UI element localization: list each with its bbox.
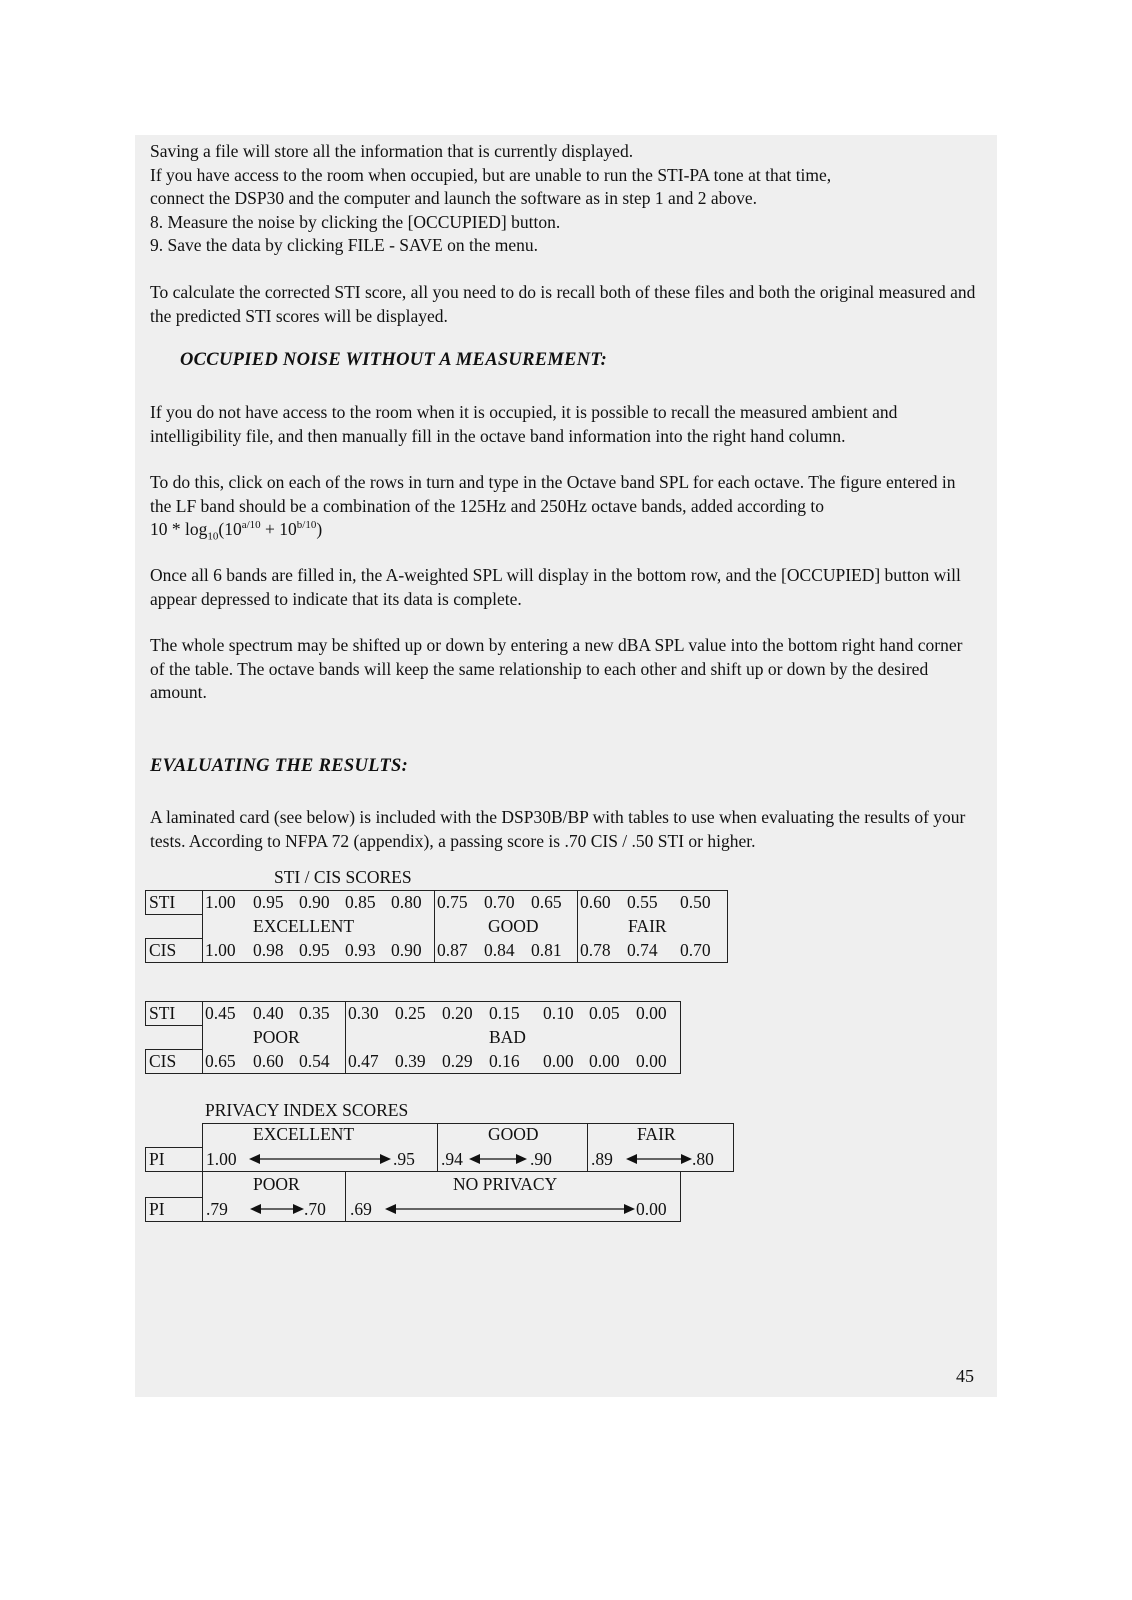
intro-line: connect the DSP30 and the computer and launch the software as in step 1 and 2 above.	[150, 188, 757, 208]
pi-value: .95	[393, 1149, 415, 1169]
sti-value: 0.15	[489, 1003, 520, 1023]
sti-value: 0.30	[348, 1003, 379, 1023]
pi-value: .90	[530, 1149, 552, 1169]
section-heading-occupied-noise: OCCUPIED NOISE WITHOUT A MEASUREMENT:	[180, 350, 608, 370]
pi-grade-good: GOOD	[488, 1124, 539, 1144]
grade-poor: POOR	[253, 1027, 300, 1047]
pi-grade-excellent: EXCELLENT	[253, 1124, 355, 1144]
occupied-paragraph-2-text: To do this, click on each of the rows in turn and type in the Octave band SPL for each octave. The figure entered in the LF band should be a combination of the 125Hz and 250Hz octave bands, added according to	[150, 472, 956, 516]
occupied-paragraph-1: If you do not have access to the room when it is occupied, it is possible to recall the measured ambient and intelligibility file, and then manually fill in the octave band information into the right hand column.	[150, 402, 898, 446]
cis-value: 0.16	[489, 1051, 520, 1071]
double-arrow-icon	[249, 1153, 391, 1165]
sti-value: 0.85	[345, 892, 376, 912]
intro-line: If you have access to the room when occupied, but are unable to run the STI-PA tone at that time,	[150, 164, 832, 185]
sti-value: 0.25	[395, 1003, 426, 1023]
cis-value: 0.81	[531, 940, 562, 960]
grade-good: GOOD	[488, 916, 539, 936]
cis-value: 0.00	[543, 1051, 574, 1071]
cis-value: 0.93	[345, 940, 376, 960]
sti-value: 0.10	[543, 1003, 574, 1023]
cis-label: CIS	[149, 1051, 177, 1071]
cis-value: 0.00	[636, 1051, 667, 1071]
sti-value: 1.00	[205, 892, 236, 912]
grade-fair: FAIR	[628, 916, 667, 936]
intro-paragraph-2: To calculate the corrected STI score, all you need to do is recall both of these files and both the original measured and the predicted STI scores will be displayed.	[150, 282, 976, 326]
pi-value: .89	[591, 1149, 613, 1169]
double-arrow-icon	[626, 1153, 692, 1165]
pi-grade-fair: FAIR	[637, 1124, 676, 1144]
pi-value: .79	[206, 1199, 228, 1219]
cis-value: 0.54	[299, 1051, 330, 1071]
cis-label: CIS	[149, 940, 177, 960]
occupied-paragraph-3: Once all 6 bands are filled in, the A-weighted SPL will display in the bottom row, and the [OCCUPIED] button will appear depressed to indicate that its data is complete.	[150, 565, 961, 609]
section-heading-evaluating: EVALUATING THE RESULTS:	[150, 756, 409, 776]
grade-bad: BAD	[489, 1027, 526, 1047]
cis-value: 1.00	[205, 940, 236, 960]
pi-value: .80	[692, 1149, 714, 1169]
sti-value: 0.40	[253, 1003, 284, 1023]
sti-value: 0.35	[299, 1003, 330, 1023]
sti-value: 0.65	[531, 892, 562, 912]
cis-value: 0.60	[253, 1051, 284, 1071]
pi-value: 1.00	[206, 1149, 237, 1169]
occupied-paragraph-2	[150, 471, 980, 542]
intro-line: Saving a file will store all the information that is currently displayed.	[150, 141, 634, 161]
formula: $10 * \log_{10}(10^{a/10} + 10^{b/10})$	[150, 519, 323, 543]
sti-label: STI	[149, 892, 176, 912]
cis-value: 0.70	[680, 940, 711, 960]
cis-value: 0.84	[484, 940, 515, 960]
intro-block	[150, 140, 980, 258]
sti-value: 0.95	[253, 892, 284, 912]
sti-value: 0.60	[580, 892, 611, 912]
evaluating-paragraph: A laminated card (see below) is included with the DSP30B/BP with tables to use when evaluating the results of your tests. According to NFPA 72 (appendix), a passing score is .70 CIS / .50 STI or higher.	[150, 807, 966, 851]
pi-value: .69	[350, 1199, 372, 1219]
occupied-paragraph-4: The whole spectrum may be shifted up or down by entering a new dBA SPL value into the bottom right hand corner of the table. The octave bands will keep the same relationship to each other and shift up or down by the desired amount.	[150, 635, 963, 702]
cis-value: 0.98	[253, 940, 284, 960]
sti-value: 0.55	[627, 892, 658, 912]
cis-value: 0.74	[627, 940, 658, 960]
cis-value: 0.29	[442, 1051, 473, 1071]
sti-label: STI	[149, 1003, 176, 1023]
cis-value: 0.87	[437, 940, 468, 960]
double-arrow-icon	[385, 1203, 635, 1215]
pi-value: .70	[304, 1199, 326, 1219]
cis-value: 0.78	[580, 940, 611, 960]
cis-value: 0.90	[391, 940, 422, 960]
cis-value: 0.39	[395, 1051, 426, 1071]
double-arrow-icon	[469, 1153, 527, 1165]
sti-value: 0.75	[437, 892, 468, 912]
intro-step-8: 8. Measure the noise by clicking the [OCCUPIED] button.	[150, 211, 561, 232]
pi-grade-no-privacy: NO PRIVACY	[453, 1174, 558, 1194]
privacy-title: PRIVACY INDEX SCORES	[205, 1100, 409, 1120]
pi-grade-poor: POOR	[253, 1174, 300, 1194]
sti-value: 0.50	[680, 892, 711, 912]
sti-value: 0.80	[391, 892, 422, 912]
cis-value: 0.00	[589, 1051, 620, 1071]
sti-value: 0.05	[589, 1003, 620, 1023]
cis-value: 0.95	[299, 940, 330, 960]
pi-value: .94	[441, 1149, 463, 1169]
sti-value: 0.70	[484, 892, 515, 912]
sti-cis-title: STI / CIS SCORES	[274, 867, 412, 887]
pi-label: PI	[149, 1199, 165, 1219]
cis-value: 0.47	[348, 1051, 379, 1071]
sti-value: 0.90	[299, 892, 330, 912]
sti-value: 0.00	[636, 1003, 667, 1023]
sti-value: 0.20	[442, 1003, 473, 1023]
page-number: 45	[956, 1366, 974, 1386]
pi-label: PI	[149, 1149, 165, 1169]
intro-step-9: 9. Save the data by clicking FILE - SAVE on the menu.	[150, 235, 539, 255]
sti-value: 0.45	[205, 1003, 236, 1023]
pi-value: 0.00	[636, 1199, 667, 1219]
cis-value: 0.65	[205, 1051, 236, 1071]
double-arrow-icon	[250, 1203, 304, 1215]
grade-excellent: EXCELLENT	[253, 916, 355, 936]
